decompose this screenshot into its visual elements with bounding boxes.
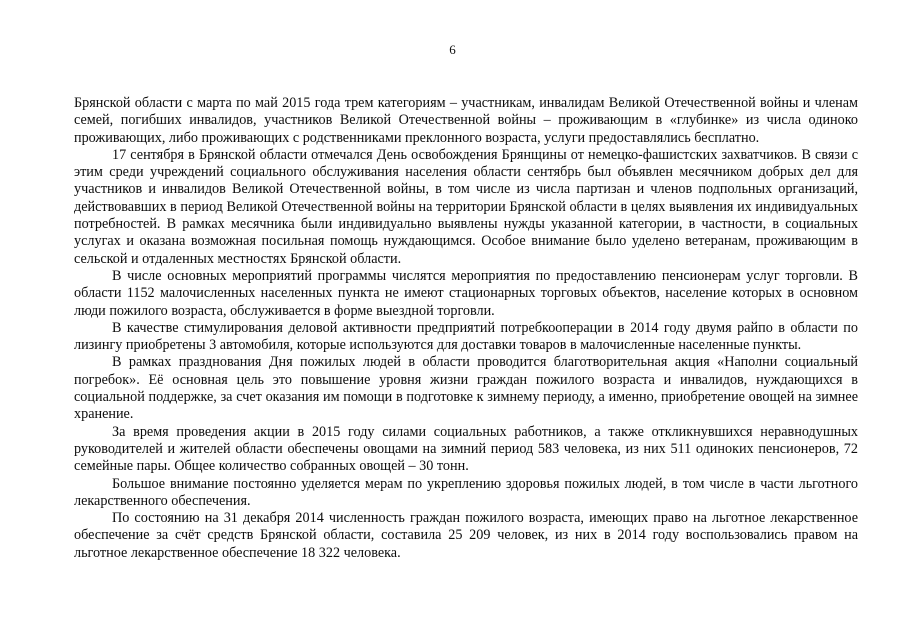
document-body xyxy=(74,95,858,562)
paragraph-charity-campaign: В рамках празднования Дня пожилых людей в области проводится благотворительная акция «Наполни социальный погребок». Её основная цель это повышение уровня жизни граждан пожилого возраста и инвалидов, нуждающихся в социальной поддержке, за счет оказания им помощи в подготовке к зимнему периоду, а именно, приобретение овощей на зимнее хранение. xyxy=(74,354,858,423)
paragraph-leasing-vehicles: В качестве стимулирования деловой активности предприятий потребкооперации в 2014 году двумя райпо в области по лизингу приобретены 3 автомобиля, которые используются для доставки товаров в малочисленные населенные пункты. xyxy=(74,319,858,354)
paragraph-medicine-statistics: По состоянию на 31 декабря 2014 численность граждан пожилого возраста, имеющих право на льготное лекарственное обеспечение за счёт средств Брянской области, составила 25 209 человек, из них в 2014 году воспользовались правом на льготное лекарственное обеспечение 18 322 человека. xyxy=(74,510,858,561)
paragraph-liberation-day: 17 сентября в Брянской области отмечался День освобождения Брянщины от немецко-фашистских захватчиков. В связи с этим среди учреждений социального обслуживания населения области сентябрь был объявлен месячником добрых дел для участников и инвалидов Великой Отечественной войны, в том числе из числа партизан и членов подпольных организаций, действовавших в период Великой Отечественной войны на территории Брянской области в целях выявления их индивидуальных потребностей. В рамках месячника были индивидуально выявлены нужды указанной категории, в частности, в социальных услугах и оказана возможная посильная помощь нуждающимся. Особое внимание было уделено ветеранам, проживающим в сельской и отдаленных местностях Брянской области. xyxy=(74,146,858,267)
paragraph-trade-services: В числе основных мероприятий программы числятся мероприятия по предоставлению пенсионерам услуг торговли. В области 1152 малочисленных населенных пункта не имеют стационарных торговых объектов, население которых в основном люди пожилого возраста, обслуживается в форме выездной торговли. xyxy=(74,267,858,319)
paragraph-health-attention: Большое внимание постоянно уделяется мерам по укреплению здоровья пожилых людей, в том числе в части льготного лекарственного обеспечения. xyxy=(74,475,858,509)
paragraph-campaign-results: За время проведения акции в 2015 году силами социальных работников, а также откликнувшихся неравнодушных руководителей и жителей области обеспечены овощами на зимний период 583 человека, из них 511 одиноких пенсионеров, 72 семейные пары. Общее количество собранных овощей – 30 тонн. xyxy=(74,423,858,475)
paragraph-continuation: Брянской области с марта по май 2015 года трем категориям – участникам, инвалидам Великой Отечественной войны и членам семей, погибших инвалидов, участников Великой Отечественной войны – проживающим в «глубинке» из числа одиноко проживающих, либо проживающих с родственниками преклонного возраста, услуги предоставлялись бесплатно. xyxy=(74,95,858,146)
page-number: 6 xyxy=(449,42,456,57)
